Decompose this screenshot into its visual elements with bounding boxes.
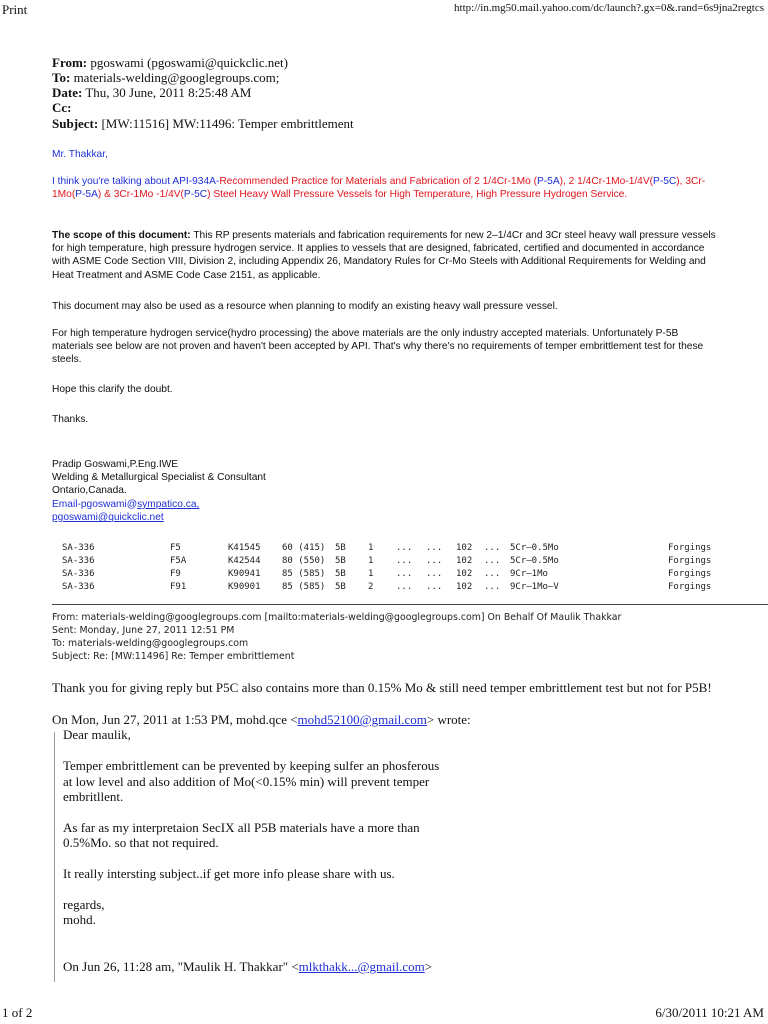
table-cell: 80 (550) — [282, 556, 326, 566]
table-cell: 85 (585) — [282, 569, 326, 579]
table-cell: F5 — [170, 543, 181, 553]
table-cell: F9 — [170, 569, 181, 579]
forwarded-to: To: materials-welding@googlegroups.com — [52, 638, 249, 649]
email-prefix: Email-pgoswami@ — [52, 499, 138, 510]
table-cell: F91 — [170, 582, 187, 592]
quote-line: 0.5%Mo. so that not required. — [63, 835, 219, 850]
resource-paragraph: This document may also be used as a resource when planning to modify an existing heavy wall pressure vessel. — [52, 301, 558, 312]
api-title-2: ), 2 1/4Cr-1Mo-1/4V( — [559, 176, 654, 187]
subject-line — [52, 116, 354, 131]
table-cell: F5A — [170, 556, 187, 566]
table-cell: Forgings — [668, 569, 712, 579]
materials-paragraph: For high temperature hydrogen service(hydro processing) the above materials are the only industry accepted materials. Unfortunately P-5B materials see below are not proven and haven't been accepted by API. That's why there's no requirements of temper embrittlement test for these steels. — [52, 328, 704, 366]
table-cell: ... — [396, 582, 413, 592]
api-title-4: ) & 3Cr-1Mo -1/4V( — [97, 189, 184, 201]
table-cell: Forgings — [668, 543, 712, 553]
table-cell: 102 — [456, 582, 473, 592]
signature-title: Welding & Metallurgical Specialist & Consultant — [52, 472, 266, 483]
table-cell: 5B — [335, 556, 346, 566]
table-cell: SA-336 — [62, 543, 95, 553]
api-code: API-934A- — [172, 176, 220, 187]
table-cell: 5B — [335, 569, 346, 579]
table-cell: ... — [484, 556, 501, 566]
table-cell: SA-336 — [62, 569, 95, 579]
table-cell: ... — [484, 569, 501, 579]
page-url: http://in.mg50.mail.yahoo.com/dc/launch?.gx=0&.rand=6s9jna2regtcs — [454, 2, 764, 14]
table-cell: 85 (585) — [282, 582, 326, 592]
quote-line: It really intersting subject..if get more info please share with us. — [63, 866, 395, 881]
table-cell: SA-336 — [62, 582, 95, 592]
quote-regards: regards, — [63, 897, 105, 912]
to-value: materials-welding@googlegroups.com; — [73, 70, 280, 85]
signature-email-1 — [52, 498, 720, 511]
api-title-1: Recommended Practice for Materials and Fabrication of 2 1/4Cr-1Mo ( — [219, 176, 537, 187]
reply-attribution — [52, 712, 471, 727]
table-cell: ... — [396, 556, 413, 566]
table-cell: 102 — [456, 556, 473, 566]
table-row — [62, 556, 710, 569]
from-line — [52, 55, 288, 70]
quote-line: embritllent. — [63, 789, 124, 804]
table-cell: ... — [426, 543, 443, 553]
attribution-email-link[interactable]: mohd52100@gmail.com — [297, 712, 427, 727]
table-row — [62, 543, 710, 556]
date-label: Date: — [52, 85, 83, 100]
reply-text: Thank you for giving reply but P5C also contains more than 0.15% Mo & still need temper embrittlement test but not for P5B! — [52, 680, 712, 695]
table-cell: 9Cr–1Mo — [510, 569, 548, 579]
table-cell: 1 — [368, 556, 374, 566]
table-cell: K42544 — [228, 556, 261, 566]
salutation: Mr. Thakkar, — [52, 149, 108, 160]
signature-name: Pradip Goswami,P.Eng.IWE — [52, 459, 179, 470]
attribution-prefix: On Mon, Jun 27, 2011 at 1:53 PM, mohd.qce < — [52, 712, 298, 727]
date-line — [52, 85, 251, 100]
scope-text: This RP presents materials and fabrication requirements for new 2–1/4Cr and 3Cr steel heavy wall pressure vessels for high temperature, high pressure hydrogen service. It applies to vessels that are designed, fabricated, certified and documented in accordance with ASME Code Section VIII, Division 2, including Appendix 26, Mandatory Rules for Cr-Mo Steels with Additional Requirements for Welding and Heat Treatment and ASME Code Case 2151, as applicable. — [52, 230, 716, 281]
table-cell: 9Cr–1Mo–V — [510, 582, 559, 592]
table-cell: 5Cr–0.5Mo — [510, 543, 559, 553]
thanks-line: Thanks. — [52, 414, 89, 425]
date-value: Thu, 30 June, 2011 8:25:48 AM — [85, 85, 252, 100]
p5c-code-2: P-5C — [183, 189, 208, 201]
subject-label: Subject: — [52, 116, 99, 131]
signature-email-2 — [52, 511, 720, 524]
table-cell: 60 (415) — [282, 543, 326, 553]
table-cell: Forgings — [668, 582, 712, 592]
p5a-code-2: P-5A — [75, 189, 98, 201]
table-cell: K90941 — [228, 569, 261, 579]
forwarded-subject: Subject: Re: [MW:11496] Re: Temper embrittlement — [52, 651, 295, 662]
nested-prefix: On Jun 26, 11:28 am, "Maulik H. Thakkar" < — [63, 959, 299, 974]
table-cell: 1 — [368, 569, 374, 579]
table-cell: ... — [484, 582, 501, 592]
quote-line: As far as my interpretaion SecIX all P5B materials have a more than — [63, 820, 420, 835]
quote-greeting: Dear maulik, — [63, 727, 131, 742]
table-cell: 5B — [335, 582, 346, 592]
api-intro: I think you're talking about — [52, 176, 173, 187]
table-row — [62, 569, 710, 582]
table-cell: 102 — [456, 543, 473, 553]
email-link-2[interactable]: pgoswami@quickclic.net — [52, 512, 164, 523]
print-label: Print — [2, 2, 28, 17]
signature-location: Ontario,Canada. — [52, 485, 127, 496]
cc-line — [52, 100, 72, 115]
materials-table — [62, 543, 710, 595]
forwarded-sent: Sent: Monday, June 27, 2011 12:51 PM — [52, 625, 235, 636]
api-title-3: ), 3Cr-1Mo( — [52, 176, 706, 201]
from-label: From: — [52, 55, 88, 70]
nested-attribution — [63, 959, 432, 974]
table-cell: K90901 — [228, 582, 261, 592]
api-paragraph — [52, 175, 720, 201]
table-cell: ... — [426, 582, 443, 592]
nested-suffix: > — [424, 959, 433, 974]
attribution-suffix: > wrote: — [426, 712, 471, 727]
quote-bar — [54, 732, 55, 982]
forwarded-from: From: materials-welding@googlegroups.com [mailto:materials-welding@googlegroups.com] On Behalf Of Maulik Thakkar — [52, 612, 622, 623]
table-cell: ... — [396, 543, 413, 553]
from-value: pgoswami (pgoswami@quickclic.net) — [90, 55, 288, 70]
table-cell: ... — [396, 569, 413, 579]
p5a-code-1: P-5A — [536, 176, 560, 187]
p5c-code-1: P-5C — [653, 176, 677, 187]
cc-label: Cc: — [52, 100, 72, 115]
table-cell: SA-336 — [62, 556, 95, 566]
table-cell: 102 — [456, 569, 473, 579]
to-label: To: — [52, 70, 71, 85]
email-link-1[interactable]: sympatico.ca, — [137, 499, 200, 510]
table-cell: ... — [484, 543, 501, 553]
table-cell: 5B — [335, 543, 346, 553]
scope-label: The scope of this document: — [52, 230, 191, 241]
to-line — [52, 70, 279, 85]
table-cell: 1 — [368, 543, 374, 553]
scope-paragraph — [52, 229, 720, 282]
printed-timestamp: 6/30/2011 10:21 AM — [655, 1005, 764, 1020]
divider — [52, 604, 768, 605]
table-cell: ... — [426, 556, 443, 566]
quote-name: mohd. — [63, 912, 96, 927]
api-title-5: ) Steel Heavy Wall Pressure Vessels for High Temperature, High Pressure Hydrogen Service. — [207, 189, 628, 201]
nested-email-link[interactable]: mlkthakk...@gmail.com — [298, 959, 425, 974]
table-cell: ... — [426, 569, 443, 579]
table-row — [62, 582, 710, 595]
quote-line: at low level and also addition of Mo(<0.15% min) will prevent temper — [63, 774, 430, 789]
quote-line: Temper embrittlement can be prevented by keeping sulfer an phosferous — [63, 758, 440, 773]
table-cell: 5Cr–0.5Mo — [510, 556, 559, 566]
closing-line: Hope this clarify the doubt. — [52, 384, 173, 395]
page-number: 1 of 2 — [2, 1005, 33, 1020]
table-cell: Forgings — [668, 556, 712, 566]
table-cell: K41545 — [228, 543, 261, 553]
table-cell: 2 — [368, 582, 374, 592]
subject-value: [MW:11516] MW:11496: Temper embrittlement — [101, 116, 354, 131]
